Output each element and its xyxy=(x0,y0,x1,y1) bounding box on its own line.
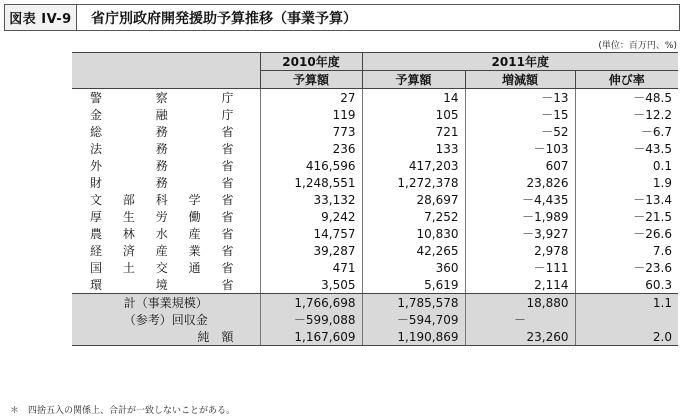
budget-2011-cell: 7,252 xyxy=(362,208,465,225)
ministry-name xyxy=(72,123,260,140)
total-label: （参考）回収金 xyxy=(72,311,260,328)
budget-2010-cell: 39,287 xyxy=(260,242,362,259)
total-budget-2011-cell: 1,190,869 xyxy=(362,328,465,346)
ministry-name-char: 農 xyxy=(90,227,103,241)
ministry-name-char: 国 xyxy=(90,261,103,275)
header-year-2010: 2010年度 xyxy=(260,53,362,71)
ministry-name-char: 産 xyxy=(155,244,168,258)
budget-2011-cell: 105 xyxy=(362,106,465,123)
table-row xyxy=(72,174,678,191)
total-row xyxy=(72,294,678,312)
figure-label: 図表 IV-9 xyxy=(5,5,77,30)
header-growth: 伸び率 xyxy=(575,71,678,89)
ministry-name-char: 外 xyxy=(90,159,103,173)
table-row xyxy=(72,276,678,294)
ministry-name-char: 省 xyxy=(221,142,234,156)
header-year-2011: 2011年度 xyxy=(362,53,678,71)
change-cell: －3,927 xyxy=(465,225,575,242)
ministry-name xyxy=(72,174,260,191)
header-budget-2011: 予算額 xyxy=(362,71,465,89)
ministry-name-char: 省 xyxy=(221,210,234,224)
ministry-name-char: 庁 xyxy=(221,108,234,122)
ministry-name-char: 務 xyxy=(155,125,168,139)
table-row xyxy=(72,123,678,140)
header-change: 増減額 xyxy=(465,71,575,89)
growth-cell: 1.9 xyxy=(575,174,678,191)
total-rows xyxy=(72,294,678,346)
total-change-cell: 18,880 xyxy=(465,294,575,312)
ministry-name-char: 融 xyxy=(155,108,168,122)
ministry-name-char: 通 xyxy=(188,261,201,275)
ministry-name-char: 省 xyxy=(221,125,234,139)
total-budget-2010-cell: 1,167,609 xyxy=(260,328,362,346)
ministry-name-char: 省 xyxy=(221,193,234,207)
ministry-name-char: 林 xyxy=(122,227,135,241)
budget-2011-cell: 1,272,378 xyxy=(362,174,465,191)
ministry-name-char: 法 xyxy=(90,142,103,156)
unit-note: (単位：百万円、%) xyxy=(598,41,677,51)
budget-2011-cell: 28,697 xyxy=(362,191,465,208)
table-row xyxy=(72,89,678,107)
ministry-name-char: 財 xyxy=(90,176,103,190)
ministry-name xyxy=(72,276,260,294)
ministry-name-char: 境 xyxy=(155,278,168,292)
growth-cell: －23.6 xyxy=(575,259,678,276)
ministry-name xyxy=(72,157,260,174)
budget-2011-cell: 5,619 xyxy=(362,276,465,294)
total-change-cell: 23,260 xyxy=(465,328,575,346)
budget-2010-cell: 27 xyxy=(260,89,362,107)
growth-cell: －26.6 xyxy=(575,225,678,242)
total-row xyxy=(72,328,678,346)
budget-2010-cell: 1,248,551 xyxy=(260,174,362,191)
ministry-name-char: 文 xyxy=(90,193,103,207)
table-row xyxy=(72,225,678,242)
ministry-name-char: 省 xyxy=(221,261,234,275)
budget-table xyxy=(72,52,678,346)
budget-2010-cell: 33,132 xyxy=(260,191,362,208)
ministry-name-char: 省 xyxy=(221,227,234,241)
total-label: 計（事業規模） xyxy=(72,294,260,312)
budget-2010-cell: 471 xyxy=(260,259,362,276)
table-row xyxy=(72,208,678,225)
ministry-name xyxy=(72,191,260,208)
total-label: 純 額 xyxy=(72,328,260,346)
change-cell: 2,978 xyxy=(465,242,575,259)
table-row xyxy=(72,191,678,208)
total-growth-cell xyxy=(575,311,678,328)
ministry-name xyxy=(72,242,260,259)
header-budget-2010: 予算額 xyxy=(260,71,362,89)
ministry-name-char: 総 xyxy=(90,125,103,139)
ministry-name-char: 業 xyxy=(188,244,201,258)
ministry-name-char: 務 xyxy=(155,176,168,190)
growth-cell: －48.5 xyxy=(575,89,678,107)
ministry-name-char: 省 xyxy=(221,176,234,190)
total-row xyxy=(72,311,678,328)
change-cell: －103 xyxy=(465,140,575,157)
figure-header xyxy=(4,4,680,31)
table-row xyxy=(72,242,678,259)
ministry-name-char: 厚 xyxy=(90,210,103,224)
budget-2010-cell: 773 xyxy=(260,123,362,140)
budget-2011-cell: 42,265 xyxy=(362,242,465,259)
total-budget-2010-cell: －599,088 xyxy=(260,311,362,328)
ministry-name-char: 科 xyxy=(155,193,168,207)
ministry-name-char: 交 xyxy=(155,261,168,275)
ministry-name-char: 金 xyxy=(90,108,103,122)
figure-title: 省庁別政府開発援助予算推移（事業予算） xyxy=(91,10,357,27)
footnote: ＊ 四捨五入の関係上、合計が一致しないことがある。 xyxy=(10,406,236,416)
total-budget-2011-cell: 1,785,578 xyxy=(362,294,465,312)
ministry-name-char: 生 xyxy=(122,210,135,224)
table-row xyxy=(72,157,678,174)
ministry-name xyxy=(72,106,260,123)
total-growth-cell: 2.0 xyxy=(575,328,678,346)
ministry-name xyxy=(72,140,260,157)
budget-2010-cell: 9,242 xyxy=(260,208,362,225)
budget-2010-cell: 119 xyxy=(260,106,362,123)
change-cell: 23,826 xyxy=(465,174,575,191)
ministry-name-char: 環 xyxy=(90,278,103,292)
ministry-name-char: 経 xyxy=(90,244,103,258)
change-cell: －1,989 xyxy=(465,208,575,225)
growth-cell: －12.2 xyxy=(575,106,678,123)
ministry-name-char: 済 xyxy=(122,244,135,258)
growth-cell: 0.1 xyxy=(575,157,678,174)
growth-cell: 60.3 xyxy=(575,276,678,294)
total-change-cell: － xyxy=(465,311,575,328)
ministry-rows xyxy=(72,89,678,294)
ministry-name-char: 水 xyxy=(155,227,168,241)
growth-cell: 7.6 xyxy=(575,242,678,259)
budget-2011-cell: 721 xyxy=(362,123,465,140)
ministry-name-char: 学 xyxy=(188,193,201,207)
header-row-years xyxy=(72,53,678,71)
change-cell: －111 xyxy=(465,259,575,276)
growth-cell: －6.7 xyxy=(575,123,678,140)
ministry-name-char: 務 xyxy=(155,159,168,173)
table-row xyxy=(72,106,678,123)
budget-2011-cell: 417,203 xyxy=(362,157,465,174)
budget-2010-cell: 14,757 xyxy=(260,225,362,242)
ministry-name-char: 労 xyxy=(155,210,168,224)
ministry-name-char: 務 xyxy=(155,142,168,156)
budget-2010-cell: 416,596 xyxy=(260,157,362,174)
ministry-name-char: 省 xyxy=(221,244,234,258)
ministry-name-char: 察 xyxy=(155,91,168,105)
header-blank xyxy=(72,53,260,89)
change-cell: －52 xyxy=(465,123,575,140)
total-budget-2010-cell: 1,766,698 xyxy=(260,294,362,312)
growth-cell: －13.4 xyxy=(575,191,678,208)
ministry-name-char: 部 xyxy=(122,193,135,207)
budget-2011-cell: 10,830 xyxy=(362,225,465,242)
change-cell: 2,114 xyxy=(465,276,575,294)
ministry-name xyxy=(72,259,260,276)
budget-2011-cell: 14 xyxy=(362,89,465,107)
change-cell: 607 xyxy=(465,157,575,174)
budget-2010-cell: 3,505 xyxy=(260,276,362,294)
table-row xyxy=(72,259,678,276)
budget-2011-cell: 133 xyxy=(362,140,465,157)
total-growth-cell: 1.1 xyxy=(575,294,678,312)
total-budget-2011-cell: －594,709 xyxy=(362,311,465,328)
table-row xyxy=(72,140,678,157)
budget-2011-cell: 360 xyxy=(362,259,465,276)
ministry-name-char: 省 xyxy=(221,159,234,173)
budget-2010-cell: 236 xyxy=(260,140,362,157)
ministry-name xyxy=(72,89,260,107)
ministry-name-char: 土 xyxy=(122,261,135,275)
ministry-name-char: 省 xyxy=(221,278,234,292)
change-cell: －13 xyxy=(465,89,575,107)
ministry-name-char: 産 xyxy=(188,227,201,241)
change-cell: －4,435 xyxy=(465,191,575,208)
ministry-name-char: 警 xyxy=(90,91,103,105)
ministry-name xyxy=(72,225,260,242)
growth-cell: －43.5 xyxy=(575,140,678,157)
ministry-name-char: 働 xyxy=(188,210,201,224)
ministry-name xyxy=(72,208,260,225)
change-cell: －15 xyxy=(465,106,575,123)
growth-cell: －21.5 xyxy=(575,208,678,225)
ministry-name-char: 庁 xyxy=(221,91,234,105)
